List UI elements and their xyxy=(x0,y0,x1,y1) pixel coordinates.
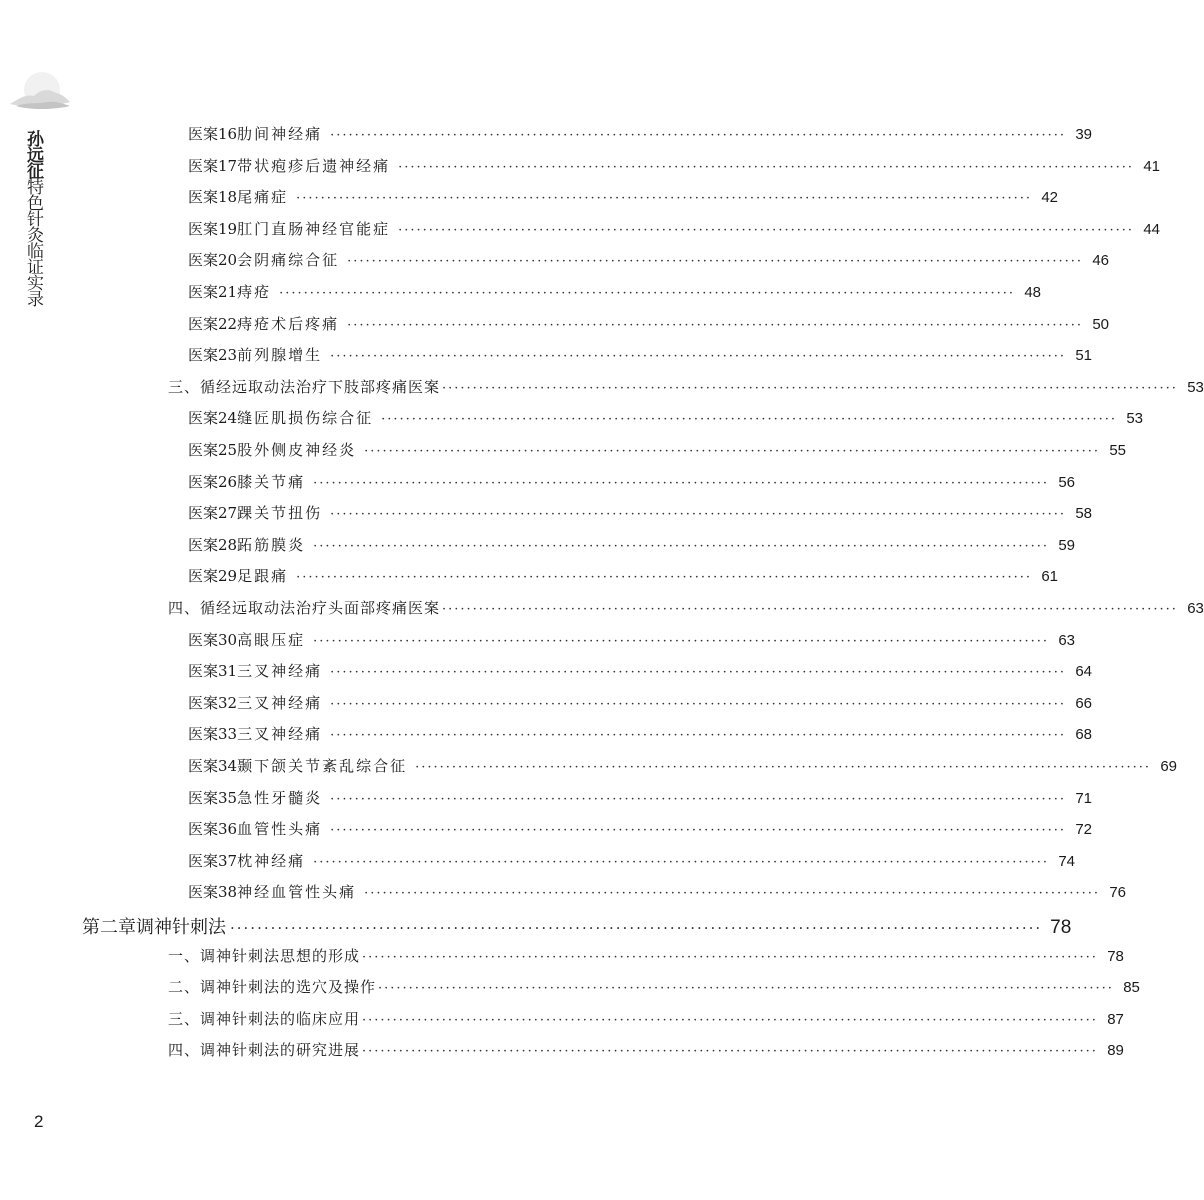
case-label: 医案34 xyxy=(188,757,238,775)
entry-title: 四、循经远取动法治疗头面部疼痛医案 xyxy=(168,599,441,617)
book-title-vertical xyxy=(22,130,44,306)
toc-entry-case[interactable] xyxy=(188,344,1092,368)
toc-entry-case[interactable] xyxy=(188,313,1109,337)
entry-page-number: 64 xyxy=(1075,663,1092,681)
toc-entry-case[interactable] xyxy=(188,281,1041,305)
case-label: 医案23 xyxy=(188,346,238,365)
case-label: 医案20 xyxy=(188,251,238,270)
entry-title: 带状疱疹后遗神经痛 xyxy=(237,156,391,175)
case-label: 医案32 xyxy=(188,693,238,712)
page-number: 2 xyxy=(34,1112,44,1131)
entry-title: 三叉神经痛 xyxy=(237,725,323,744)
entry-page-number: 42 xyxy=(1041,189,1058,207)
case-label: 医案37 xyxy=(188,851,238,870)
dot-leader: ························································································································ xyxy=(330,349,1066,365)
entry-title: 股外侧皮神经炎 xyxy=(237,441,357,459)
entry-title: 三、调神针刺法的临床应用 xyxy=(168,1009,361,1028)
toc-entry-case[interactable] xyxy=(188,881,1126,905)
entry-title: 痔疮 xyxy=(237,283,272,301)
entry-title: 肛门直肠神经官能症 xyxy=(237,219,391,238)
entry-page-number: 87 xyxy=(1107,1010,1124,1028)
dot-leader: ························································································································ xyxy=(279,286,1015,301)
entry-page-number: 61 xyxy=(1041,568,1058,586)
toc-entry-case[interactable] xyxy=(188,502,1092,526)
case-label: 医案18 xyxy=(188,188,238,207)
dot-leader: ························································································································ xyxy=(330,665,1066,681)
toc-entry-section[interactable] xyxy=(168,1039,1124,1063)
entry-page-number: 39 xyxy=(1075,126,1092,143)
entry-title: 缝匠肌损伤综合征 xyxy=(237,409,374,428)
entry-page-number: 51 xyxy=(1075,347,1092,365)
entry-page-number: 44 xyxy=(1143,220,1160,238)
dot-leader: ························································································································ xyxy=(230,919,1043,937)
entry-title: 跖筋膜炎 xyxy=(237,535,306,554)
entry-title: 膝关节痛 xyxy=(237,472,306,491)
dot-leader: ························································································································ xyxy=(347,317,1083,333)
case-label: 医案19 xyxy=(188,219,238,238)
dot-leader: ························································································································ xyxy=(330,791,1066,807)
entry-title: 四、调神针刺法的研究进展 xyxy=(168,1041,361,1060)
case-label: 医案17 xyxy=(188,156,238,175)
entry-page-number: 78 xyxy=(1107,947,1124,965)
entry-page-number: 71 xyxy=(1075,789,1092,807)
toc-entry-case[interactable] xyxy=(188,723,1092,747)
dot-leader: ························································································································ xyxy=(330,696,1066,712)
toc-entry-case[interactable] xyxy=(188,534,1075,558)
entry-title: 调神针刺法 xyxy=(136,917,226,938)
dot-leader: ························································································································ xyxy=(362,1044,1098,1060)
dot-leader: ························································································································ xyxy=(364,886,1100,902)
entry-title: 三叉神经痛 xyxy=(237,693,323,712)
dot-leader: ························································································································ xyxy=(378,981,1114,997)
book-title-rest: 特色针灸临证实录 xyxy=(23,178,43,306)
entry-page-number: 74 xyxy=(1058,852,1075,870)
toc-entry-case[interactable] xyxy=(188,218,1160,242)
toc-entry-section[interactable] xyxy=(168,597,1204,621)
entry-page-number: 63 xyxy=(1058,631,1075,649)
entry-title: 会阴痛综合征 xyxy=(237,251,340,270)
toc-entry-case[interactable] xyxy=(188,818,1092,842)
entry-page-number: 78 xyxy=(1050,917,1072,938)
dot-leader: ························································································································ xyxy=(313,475,1049,491)
entry-title: 足跟痛 xyxy=(237,567,289,586)
entry-title: 尾痛症 xyxy=(237,188,289,207)
case-label: 医案25 xyxy=(188,441,238,459)
dot-leader: ························································································································ xyxy=(398,159,1134,175)
entry-title: 神经血管性头痛 xyxy=(237,883,357,902)
entry-page-number: 53 xyxy=(1187,378,1204,396)
entry-title: 痔疮术后疼痛 xyxy=(237,314,340,333)
dot-leader: ························································································································ xyxy=(330,507,1066,523)
entry-title: 前列腺增生 xyxy=(237,346,323,365)
entry-page-number: 41 xyxy=(1143,157,1160,175)
entry-title: 急性牙髓炎 xyxy=(237,788,323,807)
dot-leader: ························································································································ xyxy=(330,728,1066,744)
entry-page-number: 69 xyxy=(1160,758,1177,775)
entry-page-number: 76 xyxy=(1109,884,1126,902)
entry-title: 二、调神针刺法的选穴及操作 xyxy=(168,978,377,997)
toc-entry-case[interactable] xyxy=(188,692,1092,716)
dot-leader: ························································································································ xyxy=(364,444,1100,459)
entry-page-number: 48 xyxy=(1024,284,1041,301)
book-title-author: 孙远征 xyxy=(23,130,43,178)
case-label: 医案27 xyxy=(188,504,238,523)
case-label: 医案38 xyxy=(188,883,238,902)
toc-entry-case[interactable] xyxy=(188,155,1160,179)
mountain-logo-icon xyxy=(8,60,72,120)
toc-entry-case[interactable] xyxy=(188,123,1092,147)
case-label: 医案30 xyxy=(188,630,238,649)
entry-title: 枕神经痛 xyxy=(237,851,306,870)
dot-leader: ························································································································ xyxy=(381,412,1117,428)
entry-page-number: 72 xyxy=(1075,821,1092,839)
entry-page-number: 46 xyxy=(1092,252,1109,270)
toc-entry-section[interactable] xyxy=(168,1008,1124,1032)
case-label: 医案35 xyxy=(188,788,238,807)
toc-entry-chapter[interactable] xyxy=(82,913,1072,938)
entry-page-number: 85 xyxy=(1123,979,1140,997)
case-label: 医案31 xyxy=(188,662,238,681)
dot-leader: ························································································································ xyxy=(313,538,1049,554)
entry-page-number: 53 xyxy=(1126,410,1143,428)
entry-page-number: 89 xyxy=(1107,1042,1124,1060)
case-label: 医案21 xyxy=(188,283,238,301)
toc-entry-case[interactable] xyxy=(188,407,1143,431)
toc-entry-case[interactable] xyxy=(188,186,1058,210)
dot-leader: ························································································································ xyxy=(398,222,1134,238)
dot-leader: ························································································································ xyxy=(330,128,1066,143)
toc-entry-case[interactable] xyxy=(188,565,1058,589)
entry-title: 肋间神经痛 xyxy=(237,125,323,143)
entry-page-number: 63 xyxy=(1187,600,1204,617)
entry-title: 踝关节扭伤 xyxy=(237,504,323,523)
dot-leader: ························································································································ xyxy=(442,602,1178,617)
dot-leader: ························································································································ xyxy=(415,760,1151,775)
dot-leader: ························································································································ xyxy=(362,1012,1098,1028)
toc-entry-case[interactable] xyxy=(188,471,1075,495)
dot-leader: ························································································································ xyxy=(442,380,1178,396)
case-label: 医案29 xyxy=(188,567,238,586)
entry-title: 一、调神针刺法思想的形成 xyxy=(168,946,361,965)
case-label: 医案22 xyxy=(188,314,238,333)
case-label: 医案33 xyxy=(188,725,238,744)
toc-entry-case[interactable] xyxy=(188,439,1126,463)
dot-leader: ························································································································ xyxy=(330,823,1066,839)
dot-leader: ························································································································ xyxy=(296,570,1032,586)
dot-leader: ························································································································ xyxy=(347,254,1083,270)
case-label: 医案16 xyxy=(188,125,238,143)
entry-page-number: 55 xyxy=(1109,442,1126,459)
entry-page-number: 59 xyxy=(1058,536,1075,554)
toc-entry-section[interactable] xyxy=(168,976,1140,1000)
entry-title: 颞下颌关节紊乱综合征 xyxy=(237,757,408,775)
toc-entry-case[interactable] xyxy=(188,249,1109,273)
toc-entry-case[interactable] xyxy=(188,850,1075,874)
entry-page-number: 68 xyxy=(1075,726,1092,744)
toc-entry-case[interactable] xyxy=(188,629,1075,653)
entry-title: 高眼压症 xyxy=(237,630,306,649)
entry-page-number: 50 xyxy=(1092,315,1109,333)
entry-title: 三、循经远取动法治疗下肢部疼痛医案 xyxy=(168,377,441,396)
entry-page-number: 66 xyxy=(1075,694,1092,712)
toc-entry-section[interactable] xyxy=(168,945,1124,969)
case-label: 医案28 xyxy=(188,535,238,554)
case-label: 医案36 xyxy=(188,820,238,839)
dot-leader: ························································································································ xyxy=(313,633,1049,649)
entry-title: 血管性头痛 xyxy=(237,820,323,839)
toc-entry-case[interactable] xyxy=(188,660,1092,684)
case-label: 医案26 xyxy=(188,472,238,491)
toc-entry-case[interactable] xyxy=(188,787,1092,811)
case-label: 医案24 xyxy=(188,409,238,428)
dot-leader: ························································································································ xyxy=(313,854,1049,870)
entry-title: 三叉神经痛 xyxy=(237,662,323,681)
entry-page-number: 58 xyxy=(1075,505,1092,523)
dot-leader: ························································································································ xyxy=(362,949,1098,965)
toc-entry-case[interactable] xyxy=(188,755,1177,779)
chapter-label: 第二章 xyxy=(82,917,136,938)
entry-page-number: 56 xyxy=(1058,473,1075,491)
toc-entry-section[interactable] xyxy=(168,376,1204,400)
dot-leader: ························································································································ xyxy=(296,191,1032,207)
